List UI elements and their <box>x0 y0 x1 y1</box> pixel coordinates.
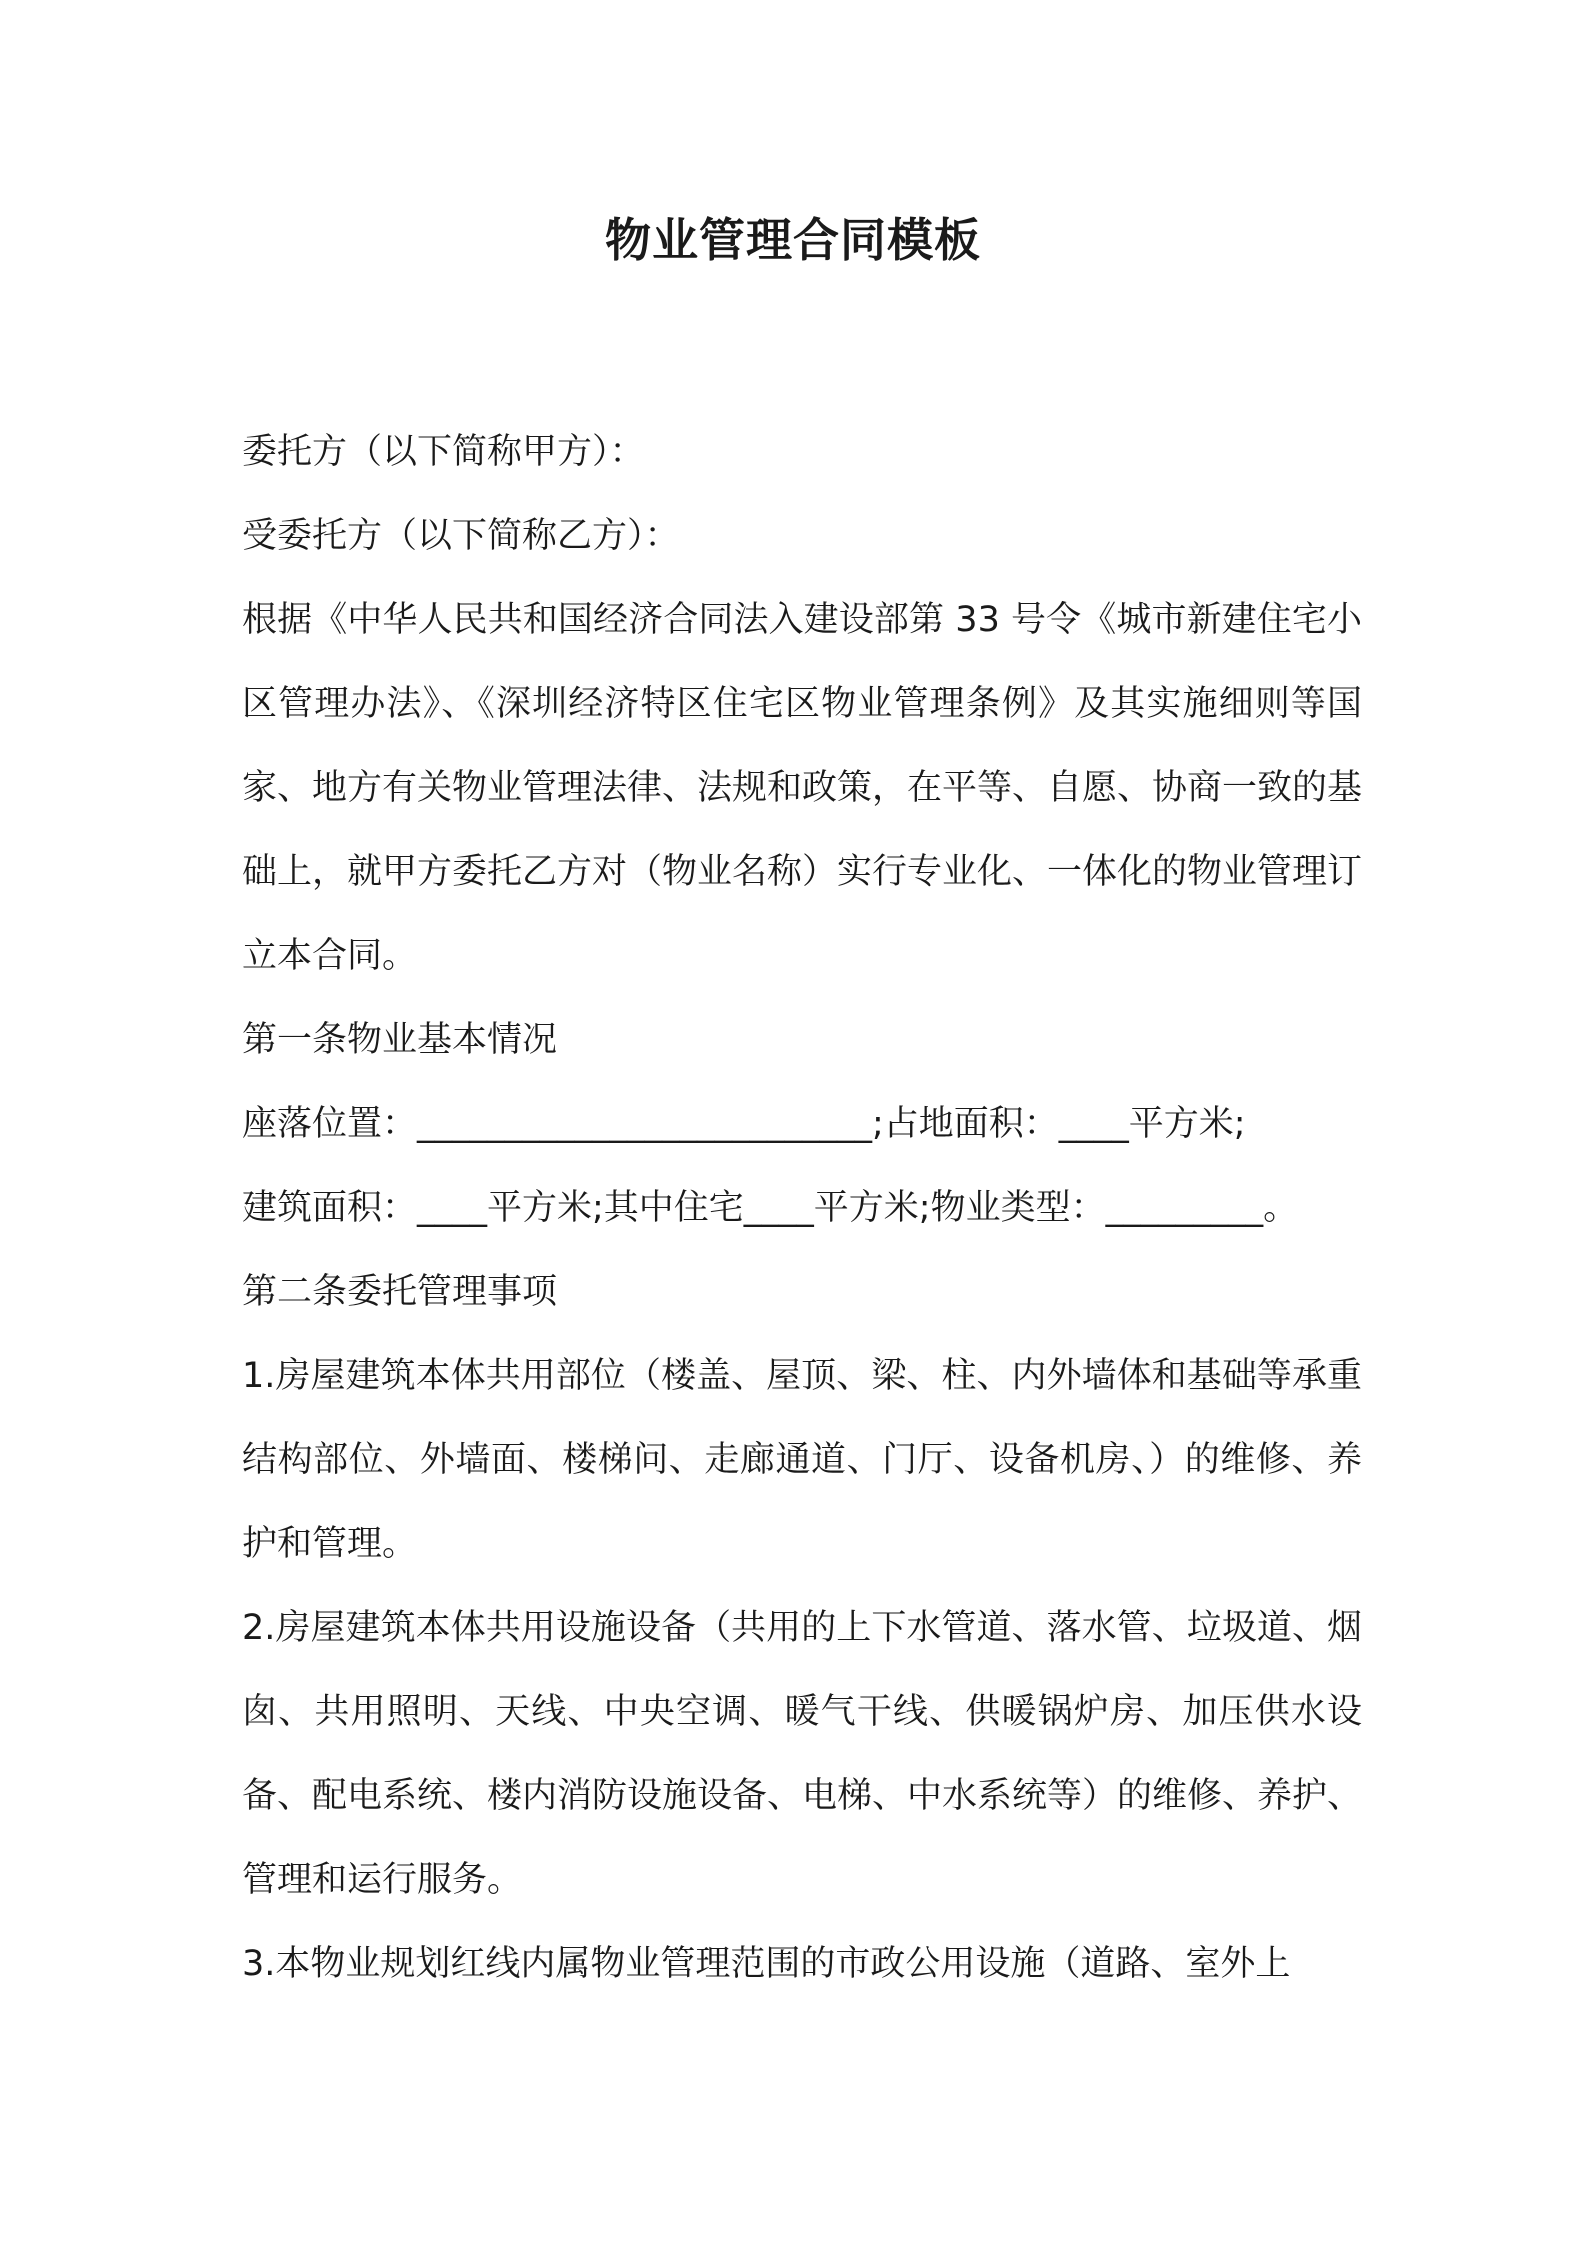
paragraph-item-3: 3.本物业规划红线内属物业管理范围的市政公用设施（道路、室外上 <box>242 1944 1291 1984</box>
paragraph-contractor: 受委托方（以下简称乙方）： <box>242 516 680 556</box>
paragraph-item-2: 2.房屋建筑本体共用设施设备（共用的上下水管道、落水管、垃圾道、烟囱、共用照明、天线、中央空调、暖气干线、供暖锅炉房、加压供水设备、配电系统、楼内消防设施设备、电梯、中水系统等）的维修、养护、管理和运行服务。 <box>242 1608 1363 1900</box>
document-title: 物业管理合同模板 <box>605 213 981 267</box>
paragraph-location-area: 座落位置：__________________________;占地面积：____平方米; <box>242 1104 1246 1144</box>
paragraph-client: 委托方（以下简称甲方）： <box>242 432 645 472</box>
heading-article-1: 第一条物业基本情况 <box>242 1020 558 1060</box>
paragraph-building-area: 建筑面积：____平方米;其中住宅____平方米;物业类型：_________。 <box>242 1188 1299 1228</box>
paragraph-item-1: 1.房屋建筑本体共用部位（楼盖、屋顶、梁、柱、内外墙体和基础等承重结构部位、外墙面、楼梯问、走廊通道、门厅、设备机房、）的维修、养护和管理。 <box>242 1356 1362 1564</box>
document-body <box>242 410 1362 2006</box>
paragraph-preamble: 根据《中华人民共和国经济合同法入建设部第 33 号令《城市新建住宅小区管理办法》、《深圳经济特区住宅区物业管理条例》及其实施细则等国家、地方有关物业管理法律、法规和政策，在平等、自愿、协商一致的基础上，就甲方委托乙方对（物业名称）实行专业化、一体化的物业管理订立本合同。 <box>242 600 1363 976</box>
heading-article-2: 第二条委托管理事项 <box>242 1272 558 1312</box>
